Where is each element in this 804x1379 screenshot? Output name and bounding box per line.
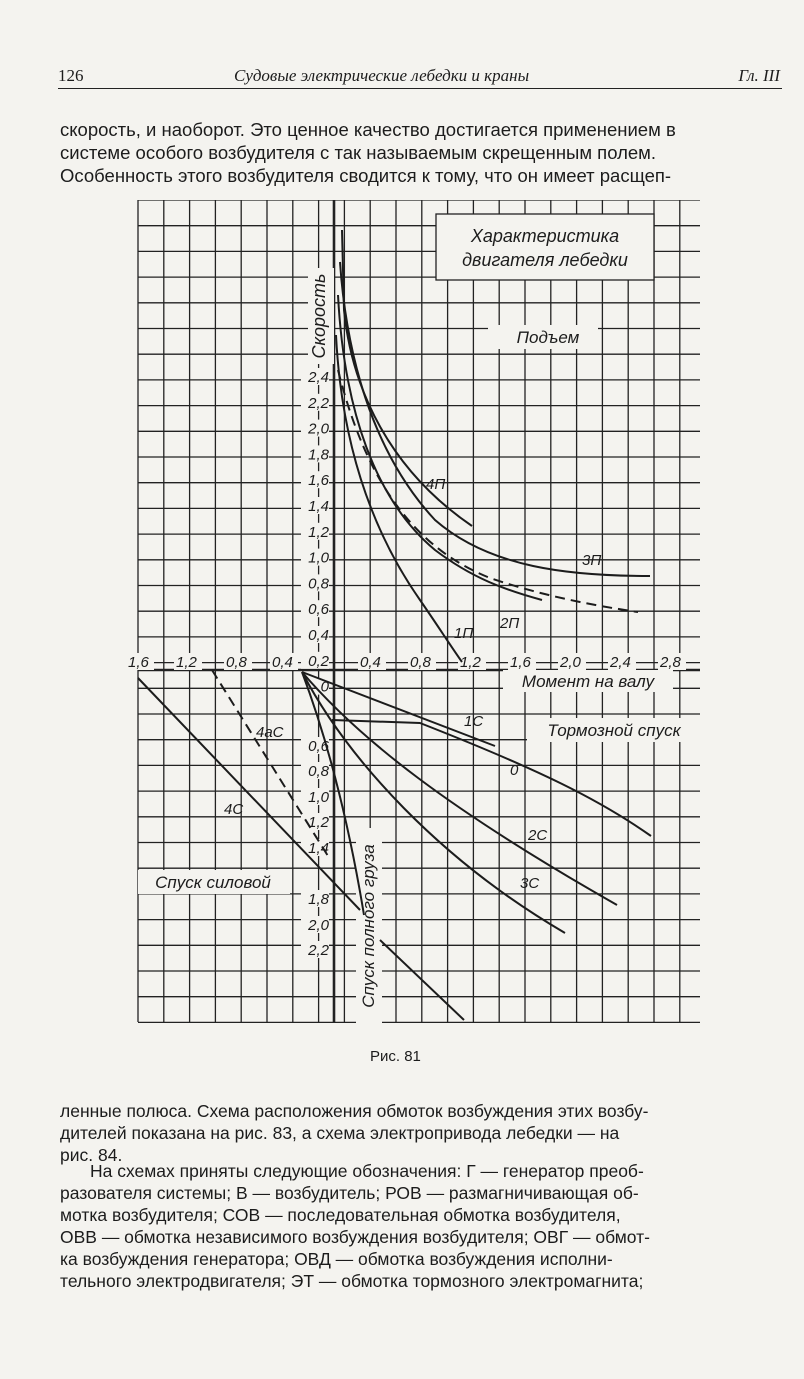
- figure-caption: Рис. 81: [370, 1048, 421, 1065]
- lift-label: Подъем: [516, 328, 580, 347]
- y-tick-label: 2,2: [308, 942, 329, 959]
- motor-characteristic-figure: [120, 200, 710, 1030]
- text-line: разователя системы; В — возбудитель; РОВ — размагничивающая об-: [60, 1183, 639, 1203]
- x-tick-label: 2,8: [660, 654, 681, 671]
- y-tick-label: 2,4: [308, 369, 329, 386]
- top-paragraph: [60, 118, 780, 187]
- y-tick-label: 0,6: [308, 601, 329, 619]
- x-tick-label: 0,8: [410, 654, 431, 671]
- text-line: мотка возбудителя; СОВ — последовательная обмотка возбудителя,: [60, 1205, 621, 1225]
- x-tick-label: 0,4: [272, 654, 293, 671]
- braking-descent-label: Тормозной спуск: [547, 721, 681, 740]
- power-descent-label: Спуск силовой: [155, 873, 271, 892]
- text-line: тельного электродвигателя; ЭТ — обмотка тормозного электромагнита;: [60, 1271, 644, 1291]
- y-tick-label: 0,6: [308, 738, 329, 755]
- bottom-paragraph-1: [60, 1100, 780, 1166]
- curve-1s: [302, 672, 495, 746]
- x-tick-label: 1,6: [128, 654, 149, 671]
- text-line: На схемах приняты следующие обозначения: Г — генератор преоб-: [90, 1161, 644, 1181]
- running-title: Судовые электрические лебедки и краны: [234, 66, 530, 85]
- x-tick-label: 2,4: [610, 654, 631, 671]
- y-tick-label: 1,6: [308, 472, 329, 490]
- label-4p: 4П: [426, 476, 446, 493]
- label-1p: 1П: [454, 625, 474, 642]
- page-header: [58, 66, 782, 89]
- curve-3p: [340, 262, 650, 576]
- text-line: ленные полюса. Схема расположения обмоток возбуждения этих возбу-: [60, 1101, 649, 1121]
- y-tick-label: 1,8: [308, 446, 329, 464]
- text-line: Особенность этого возбудителя сводится к тому, что он имеет расщеп-: [60, 165, 672, 186]
- x-tick-label: 0,4: [360, 654, 381, 671]
- label-4as: 4аС: [256, 724, 284, 741]
- label-0: 0: [510, 762, 519, 779]
- text-line: ОВВ — обмотка независимого возбуждения возбудителя; ОВГ — обмот-: [60, 1227, 651, 1247]
- figure-title-line2: двигателя лебедки: [462, 250, 628, 270]
- text-line: ка возбуждения генератора; ОВД — обмотка возбуждения исполни-: [60, 1249, 613, 1269]
- y-tick-label: 1,2: [308, 523, 329, 541]
- full-load-descent-label: Спуск полного груза: [359, 844, 378, 1008]
- x-tick-label: 1,2: [176, 654, 197, 671]
- title-box: [436, 214, 654, 280]
- x-tick-label: 0,8: [226, 654, 247, 671]
- text-line: скорость, и наоборот. Это ценное качество достигается применением в: [60, 119, 676, 140]
- x-axis-label: Момент на валу: [521, 672, 655, 691]
- y-tick-label: 1,0: [308, 549, 329, 567]
- label-2s: 2С: [528, 827, 548, 844]
- label-3s: 3С: [520, 875, 540, 892]
- figure-grid: [138, 200, 700, 1022]
- x-tick-label: 1,6: [510, 654, 531, 671]
- y-tick-label: 1,0: [308, 789, 329, 806]
- text-line: дителей показана на рис. 83, а схема электропривода лебедки — на: [60, 1123, 620, 1143]
- label-3p: 3П: [582, 552, 602, 569]
- y-tick-label: 2,0: [308, 420, 329, 438]
- y-tick-label: 1,2: [308, 814, 329, 831]
- y-tick-label: 1,8: [308, 891, 329, 908]
- y-tick-label: 0,8: [308, 575, 329, 593]
- curve-4p-dashed: [338, 370, 638, 612]
- x-tick-label: 2,0: [560, 654, 581, 671]
- text-line: рис. 84.: [60, 1145, 123, 1165]
- y-tick-label: 0: [320, 678, 329, 696]
- chapter-label: Гл. III: [738, 66, 780, 85]
- curve-1p: [336, 335, 462, 662]
- text-line: системе особого возбудителя с так называемым скрещенным полем.: [60, 142, 657, 163]
- page-number: 126: [58, 66, 84, 85]
- y-tick-label: 0,2: [308, 652, 329, 670]
- y-axis-label: Скорость: [309, 273, 329, 359]
- y-tick-label: 1,4: [308, 498, 329, 515]
- figure-title-line1: Характеристика: [470, 226, 620, 246]
- label-4s: 4С: [224, 801, 244, 818]
- bottom-paragraph-2: [60, 1160, 780, 1292]
- label-1s: 1С: [464, 713, 484, 730]
- y-tick-label: 2,0: [308, 917, 329, 934]
- y-tick-label: 0,8: [308, 763, 329, 780]
- x-tick-label: 1,2: [460, 654, 481, 671]
- y-tick-label: 1,4: [308, 840, 329, 857]
- label-2p: 2П: [500, 615, 520, 632]
- y-tick-label: 2,2: [308, 394, 329, 412]
- y-tick-label: 0,4: [308, 627, 329, 644]
